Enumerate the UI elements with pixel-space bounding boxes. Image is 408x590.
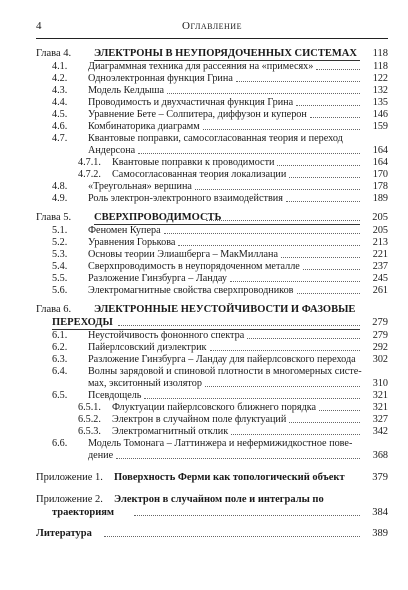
toc-entry[interactable] bbox=[36, 330, 388, 342]
toc-entry[interactable] bbox=[36, 61, 388, 73]
leader-dots bbox=[138, 153, 360, 154]
page-ref: 245 bbox=[372, 273, 388, 284]
toc-entry[interactable] bbox=[36, 414, 388, 426]
toc-entry[interactable] bbox=[36, 366, 388, 378]
page-ref: 384 bbox=[372, 507, 388, 518]
entry-title: Диаграммная техника для рассеяния на «примесях» bbox=[88, 61, 314, 72]
entry-title: Самосогласованная теория локализации bbox=[112, 169, 287, 180]
chapter-title-line1: ЭЛЕКТРОННЫЕ НЕУСТОЙЧИВОСТИ И ФАЗОВЫЕ bbox=[94, 304, 356, 315]
entry-title: Флуктуации пайерлсовского ближнего порядка bbox=[112, 402, 317, 413]
entry-number: 5.1. bbox=[52, 225, 68, 236]
leader-dots bbox=[104, 536, 360, 537]
toc-entry[interactable] bbox=[36, 390, 388, 402]
chapter-label: Глава 6. bbox=[36, 304, 72, 315]
toc-entry[interactable] bbox=[36, 285, 388, 297]
page-ref: 135 bbox=[372, 97, 388, 108]
entry-number: 5.3. bbox=[52, 249, 68, 260]
toc-entry[interactable] bbox=[36, 237, 388, 249]
toc-entry[interactable] bbox=[36, 249, 388, 261]
leader-dots bbox=[134, 515, 360, 516]
entry-number: 4.7. bbox=[52, 133, 68, 144]
entry-number: 6.2. bbox=[52, 342, 68, 353]
page-ref: 146 bbox=[372, 109, 388, 120]
header-rule bbox=[36, 38, 388, 39]
entry-title: Проводимость и двухчастичная функция Грина bbox=[88, 97, 294, 108]
chapter-title: СВЕРХПРОВОДИМОСТЬ bbox=[94, 212, 222, 223]
page-ref: 170 bbox=[372, 169, 388, 180]
page-ref: 122 bbox=[372, 73, 388, 84]
table-of-contents bbox=[36, 47, 388, 540]
page-ref: 261 bbox=[372, 285, 388, 296]
page-ref: 327 bbox=[372, 414, 388, 425]
entry-number: 6.6. bbox=[52, 438, 68, 449]
toc-entry[interactable] bbox=[36, 261, 388, 273]
toc-entry[interactable] bbox=[36, 342, 388, 354]
entry-number: 4.3. bbox=[52, 85, 68, 96]
page-ref: 279 bbox=[372, 330, 388, 341]
entry-number: 6.1. bbox=[52, 330, 68, 341]
page-ref: 118 bbox=[372, 48, 388, 59]
page-ref: 189 bbox=[372, 193, 388, 204]
appendix-heading[interactable] bbox=[36, 493, 388, 506]
entry-title: Уравнение Бете – Солпитера, диффузон и куперон bbox=[88, 109, 307, 120]
entry-title: Квантовые поправки к проводимости bbox=[112, 157, 275, 168]
leader-dots bbox=[289, 177, 360, 178]
leader-dots bbox=[164, 233, 360, 234]
toc-entry-cont[interactable] bbox=[36, 450, 388, 462]
leader-dots bbox=[316, 69, 360, 70]
leader-dots bbox=[231, 434, 360, 435]
toc-entry[interactable] bbox=[36, 193, 388, 205]
chapter-heading[interactable] bbox=[36, 303, 388, 316]
leader-dots bbox=[296, 105, 360, 106]
leader-dots bbox=[303, 269, 360, 270]
page-ref: 164 bbox=[372, 145, 388, 156]
entry-title: Пайерлсовский диэлектрик bbox=[88, 342, 207, 353]
leader-dots bbox=[210, 350, 360, 351]
leader-dots bbox=[203, 129, 360, 130]
entry-number: 4.2. bbox=[52, 73, 68, 84]
leader-dots bbox=[310, 117, 360, 118]
entry-title: Уравнения Горькова bbox=[88, 237, 176, 248]
toc-entry[interactable] bbox=[36, 273, 388, 285]
toc-entry[interactable] bbox=[36, 402, 388, 414]
entry-title: Разложение Гинзбурга – Ландау для пайерлсовского перехода bbox=[88, 354, 356, 365]
chapter-heading-cont[interactable] bbox=[36, 316, 388, 329]
page-ref: 205 bbox=[372, 212, 388, 223]
toc-entry[interactable] bbox=[36, 121, 388, 133]
entry-number: 4.1. bbox=[52, 61, 68, 72]
entry-number: 4.6. bbox=[52, 121, 68, 132]
appendix-label: Приложение 2. bbox=[36, 494, 103, 505]
leader-dots bbox=[247, 338, 360, 339]
literature-title: Литература bbox=[36, 528, 92, 539]
toc-entry[interactable] bbox=[36, 73, 388, 85]
entry-title: Электромагнитные свойства сверхпроводников bbox=[88, 285, 294, 296]
entry-number: 6.3. bbox=[52, 354, 68, 365]
page-ref: 342 bbox=[372, 426, 388, 437]
entry-number: 4.5. bbox=[52, 109, 68, 120]
leader-dots bbox=[297, 293, 360, 294]
toc-entry[interactable] bbox=[36, 97, 388, 109]
entry-number: 4.4. bbox=[52, 97, 68, 108]
entry-number: 6.5. bbox=[52, 390, 68, 401]
toc-entry-cont[interactable] bbox=[36, 378, 388, 390]
leader-dots bbox=[286, 201, 360, 202]
entry-title: Основы теории Элиашберга – МакМиллана bbox=[88, 249, 278, 260]
entry-title-line1: Квантовые поправки, самосогласованная теория и переход bbox=[88, 133, 343, 144]
chapter-title-line2: ПЕРЕХОДЫ bbox=[52, 317, 113, 328]
leader-dots bbox=[319, 410, 360, 411]
page-ref: 279 bbox=[372, 317, 388, 328]
chapter-6-entries bbox=[36, 330, 388, 462]
entry-title: Роль электрон-электронного взаимодействия bbox=[88, 193, 283, 204]
entry-title: Электромагнитный отклик bbox=[112, 426, 229, 437]
leader-dots bbox=[144, 398, 360, 399]
page-ref: 178 bbox=[372, 181, 388, 192]
appendix-title: Поверхность Ферми как топологический объект bbox=[114, 472, 345, 483]
leader-dots bbox=[195, 189, 360, 190]
entry-title-line1: Модель Томонага – Латтинжера и нефермижидкостное пове- bbox=[88, 438, 353, 449]
chapter-heading[interactable] bbox=[36, 47, 388, 60]
appendix-title-line2: траекториям bbox=[52, 507, 115, 518]
entry-title: «Треугольная» вершина bbox=[88, 181, 192, 192]
entry-title-line1: Волны зарядовой и спиновой плотности в многомерных систе- bbox=[88, 366, 362, 377]
toc-entry[interactable] bbox=[36, 438, 388, 450]
page-ref: 292 bbox=[372, 342, 388, 353]
entry-title: Модель Келдыша bbox=[88, 85, 164, 96]
entry-title: Феномен Купера bbox=[88, 225, 161, 236]
chapter-label: Глава 5. bbox=[36, 212, 72, 223]
entry-number: 5.2. bbox=[52, 237, 68, 248]
entry-title: Псевдощель bbox=[88, 390, 142, 401]
chapter-title: ЭЛЕКТРОНЫ В НЕУПОРЯДОЧЕННЫХ СИСТЕМАХ bbox=[94, 48, 357, 59]
toc-entry[interactable] bbox=[36, 354, 388, 366]
page-ref: 205 bbox=[372, 225, 388, 236]
appendix-heading-cont[interactable] bbox=[36, 506, 388, 519]
entry-number: 4.9. bbox=[52, 193, 68, 204]
page-ref: 368 bbox=[372, 450, 388, 461]
entry-title: Одноэлектронная функция Грина bbox=[88, 73, 233, 84]
entry-number: 5.5. bbox=[52, 273, 68, 284]
leader-dots bbox=[205, 386, 360, 387]
entry-number: 5.4. bbox=[52, 261, 68, 272]
toc-entry[interactable] bbox=[36, 157, 388, 169]
page-ref: 118 bbox=[373, 61, 388, 72]
entry-number: 5.6. bbox=[52, 285, 68, 296]
page-ref: 159 bbox=[372, 121, 388, 132]
toc-entry[interactable] bbox=[36, 169, 388, 181]
entry-title: Комбинаторика диаграмм bbox=[88, 121, 200, 132]
leader-dots bbox=[236, 81, 360, 82]
entry-title: Электрон в случайном поле флуктуаций bbox=[112, 414, 287, 425]
entry-title-line2: дение bbox=[88, 450, 114, 461]
toc-entry[interactable] bbox=[36, 109, 388, 121]
toc-entry[interactable] bbox=[36, 85, 388, 97]
page-ref: 379 bbox=[372, 472, 388, 483]
entry-number: 6.5.1. bbox=[78, 402, 101, 413]
leader-dots bbox=[277, 165, 360, 166]
page-ref: 310 bbox=[372, 378, 388, 389]
entry-title-line2: мах, экситонный изолятор bbox=[88, 378, 202, 389]
page-ref: 213 bbox=[372, 237, 388, 248]
entry-number: 6.4. bbox=[52, 366, 68, 377]
entry-number: 4.7.2. bbox=[78, 169, 101, 180]
running-title: Оглавление bbox=[182, 20, 242, 32]
page-number: 4 bbox=[36, 20, 42, 32]
running-header bbox=[36, 20, 388, 36]
appendix-heading[interactable] bbox=[36, 471, 388, 484]
entry-title-line2: Андерсона bbox=[88, 145, 136, 156]
chapter-label: Глава 4. bbox=[36, 48, 72, 59]
leader-dots bbox=[289, 422, 360, 423]
page-ref: 132 bbox=[372, 85, 388, 96]
entry-number: 4.7.1. bbox=[78, 157, 101, 168]
page-ref: 164 bbox=[372, 157, 388, 168]
entry-number: 6.5.2. bbox=[78, 414, 101, 425]
appendix-label: Приложение 1. bbox=[36, 472, 103, 483]
leader-dots bbox=[167, 93, 360, 94]
page-ref: 221 bbox=[372, 249, 388, 260]
page-ref: 321 bbox=[372, 402, 388, 413]
page-ref: 321 bbox=[372, 390, 388, 401]
toc-entry[interactable] bbox=[36, 426, 388, 438]
page-ref: 302 bbox=[372, 354, 388, 365]
toc-entry-cont[interactable] bbox=[36, 145, 388, 157]
entry-number: 6.5.3. bbox=[78, 426, 101, 437]
chapter-5-entries bbox=[36, 225, 388, 297]
entry-number: 4.8. bbox=[52, 181, 68, 192]
chapter-4-entries bbox=[36, 61, 388, 205]
leader-dots bbox=[118, 325, 360, 326]
page-ref: 237 bbox=[372, 261, 388, 272]
toc-entry[interactable] bbox=[36, 225, 388, 237]
leader-dots bbox=[178, 245, 360, 246]
entry-title: Неустойчивость фононного спектра bbox=[88, 330, 245, 341]
chapter-heading[interactable] bbox=[36, 211, 388, 224]
leader-dots bbox=[230, 281, 360, 282]
leader-dots bbox=[206, 220, 360, 221]
toc-entry[interactable] bbox=[36, 133, 388, 145]
leader-dots bbox=[281, 257, 360, 258]
toc-entry[interactable] bbox=[36, 181, 388, 193]
leader-dots bbox=[116, 458, 360, 459]
page-ref: 389 bbox=[372, 528, 388, 539]
literature-heading[interactable] bbox=[36, 527, 388, 540]
appendix-title-line1: Электрон в случайном поле и интегралы по bbox=[114, 494, 324, 505]
entry-title: Разложение Гинзбурга – Ландау bbox=[88, 273, 227, 284]
entry-title: Сверхпроводимость в неупорядоченном металле bbox=[88, 261, 300, 272]
